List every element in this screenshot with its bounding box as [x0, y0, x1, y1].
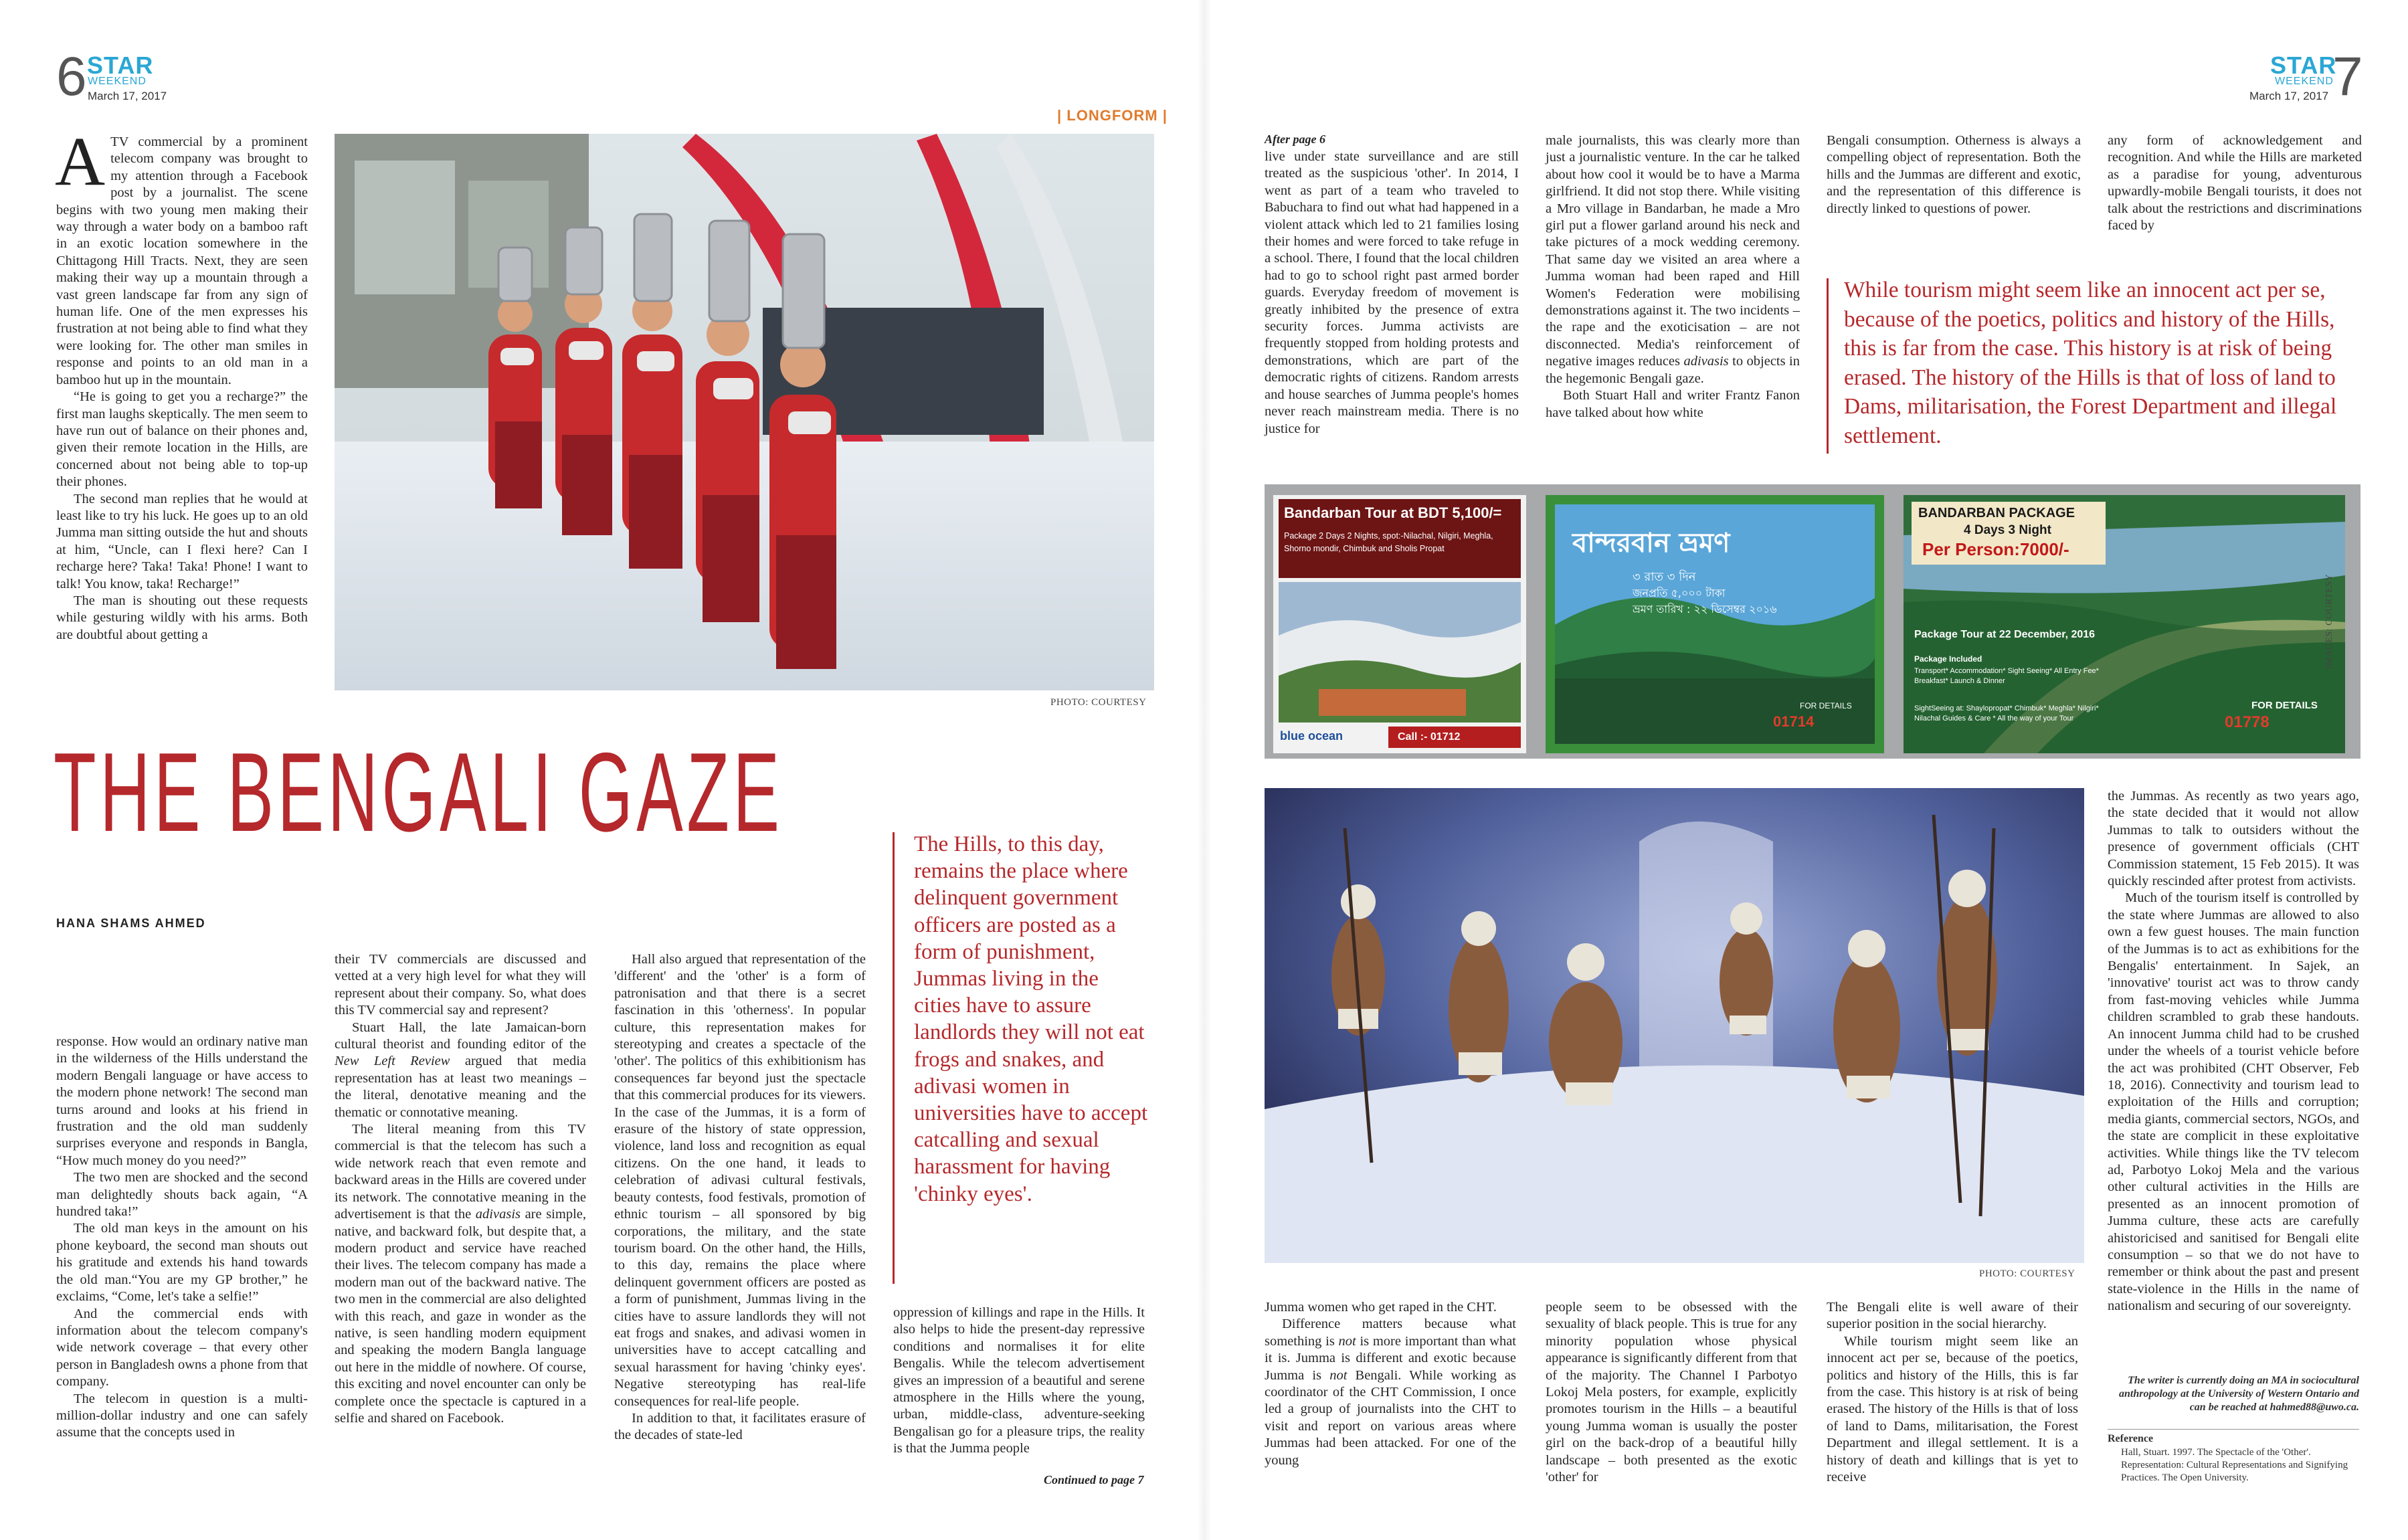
left-body-col-4 — [893, 1305, 1145, 1458]
ad2-line-3: ভ্রমণ তারিখ : ২২ ডিসেম্বর ২০১৬ — [1633, 603, 1777, 615]
col2-paragraph-1: their TV commercials are discussed and vetted at a very high level for what they will represent about their company. So, what does this TV commercial say and represent? — [335, 952, 586, 1018]
ad2-details: FOR DETAILS — [1800, 701, 1852, 710]
col1-paragraph-5: The telecom in question is a multi-million-dollar industry and one can safely assume that the concepts used in — [56, 1391, 308, 1440]
ad-bandarban-tour-1 — [1273, 495, 1526, 753]
ad2-phone: 01714 — [1773, 713, 1815, 730]
col2-p2-text-b: argued that media representation has at least two meanings – the literal, denotative meaning and the thematic or connotative meaning. — [335, 1054, 586, 1120]
right-top-col1-paragraph: live under state surveillance and are still treated as the suspicious 'other'. In 2014, I went as part of a team who traveled to Babuchara to find out what had happened in a violent attack which led to 21 families losing their homes and were forced to take refuge in a school. There, I found that the local children had to go to school right past armed border guards. Everyday freedom of movement is greatly inhibited by the presence of extra security forces. Jumma activists are frequently stopped from holding protests and demonstrations, which are part of the democratic rights of citizens. Random arrests and house searches of Jumma people's homes never reach mainstream media. There is no justice for — [1265, 149, 1519, 436]
col2-p2-text: Stuart Hall, the late Jamaican-born cultural theorist and founding editor of the — [335, 1020, 586, 1052]
continued-note: Continued to page 7 — [1044, 1473, 1144, 1486]
right-top-col2-paragraph-2: Both Stuart Hall and writer Frantz Fanon have talked about how white — [1546, 388, 1800, 420]
right-bottom-col-1 — [1265, 1299, 1516, 1469]
pull-quote-rule-left — [893, 832, 895, 1284]
col2-p3-text: The literal meaning from this TV commercial is that the telecom has such a wide network reach that even remote and backward areas in the Hills are covered under its network. The connotative meaning in the advertisement is that the — [335, 1122, 586, 1222]
right-top-col3-paragraph: Bengali consumption. Otherness is always a compelling object of representation. Both the hills and the Jummas are different and exotic, and the representation of this difference is directly linked to questions of power. — [1827, 133, 2081, 216]
lower-photo-credit: PHOTO: COURTESY — [1979, 1268, 2075, 1279]
author-bio: The writer is currently doing an MA in sociocultural anthropology at the University of Western Ontario and can be reached at hahmed88@uwo.ca. — [2119, 1375, 2359, 1413]
star-weekend-logo-sub-left: WEEKEND — [88, 76, 147, 87]
ad3-tour-date: Package Tour at 22 December, 2016 — [1914, 629, 2096, 640]
col1-paragraph-4: And the commercial ends with information about the telecom company's wide network coverage – that every other person in Bangladesh owns a phone from that company. — [56, 1306, 308, 1389]
col2-p3-italic: adivasis — [475, 1207, 521, 1222]
ad3-phone: 01778 — [2225, 713, 2270, 731]
drop-cap: A — [55, 123, 106, 200]
rs-paragraph-2: Much of the tourism itself is controlled by the state where Jummas are allowed to also own a few guest houses. The main function of the Jummas is to act as exhibitions for the Bengalis' entertainment. In Sajek, an 'innovative' tourist act was to throw candy from fast-moving vehicles while Jumma children scrambled to grab these handouts. An innocent Jumma child had to be crushed under the wheels of a tourist vehicle before the act was prohibited (CHT Observer, Feb 18, 2016). Connectivity and tourism lead to exploitation of the Hills and corruption; media giants, commercial sectors, NGOs, and the state are complicit in these exploitative activities. While things like the TV telecom ad, Parbotyo Lokoj Mela and the various other cultural activities in the Hills are presented as an innocent promotion of Jumma culture, these acts are carefully ahistoricised and sanitised for Bengali elite consumption – so that we do not have to remember or think about the past and present state-violence in the Hills in the name of nationalism and securing of our sovereignty. — [2108, 890, 2359, 1314]
right-bottom-col-3 — [1827, 1299, 2078, 1486]
ad1-call: Call :- 01712 — [1388, 727, 1521, 748]
after-page-note: After page 6 — [1265, 132, 1325, 146]
col2-paragraph-2 — [335, 1020, 586, 1121]
intro-column — [55, 123, 308, 644]
ad3-days: 4 Days 3 Night — [1964, 523, 2051, 537]
intro-paragraph-2: “He is going to get you a recharge?” the first man laughs skeptically. The men seem to have run out of balance on their phones and, given their remote location in the Hills, are concerned about not being able to top-up their phones. — [56, 389, 308, 490]
star-weekend-logo-right: STAR — [2270, 52, 2337, 79]
t2-italic: adivasis — [1683, 354, 1729, 369]
left-body-col-2 — [335, 951, 586, 1427]
col1-paragraph-1: response. How would an ordinary native man in the wilderness of the Hills understand the modern Bengali language or have access to the modern phone network! The second man turns around and looks at his friend in frustration and the old man suddenly surprises everyone and responds in Bangla, “How much money do you need?” — [56, 1034, 308, 1168]
intro-text-1: TV commercial by a prominent telecom company was brought to my attention through a Facebook post by a journalist. The scene begins with two young men making their way through a water body on a bamboo raft in an exotic location somewhere in the Chittagong Hill Tracts. Next, they are seen making their way up a mountain through a vast green landscape far from any sign of human life. One of the men expresses his frustration at not being able to find what they were looking for. The other man smiles in response and points to an old man in a bamboo hut up in the mountain. — [56, 134, 308, 387]
right-side-col — [2108, 788, 2359, 1315]
reference-text: Hall, Stuart. 1997. The Spectacle of the 'Other'. Representation: Cultural Representations and Signifying Practices. The Open University. — [2121, 1447, 2348, 1483]
hero-photo-credit: PHOTO: COURTESY — [1050, 697, 1147, 708]
article-title: THE BENGALI GAZE — [54, 729, 783, 855]
right-bottom-col-2 — [1546, 1299, 1797, 1486]
issue-date-right: March 17, 2017 — [2249, 90, 2329, 102]
col2-p2-italic: New Left Review — [335, 1054, 450, 1069]
ad-bandarban-tour-2 — [1546, 495, 1884, 753]
rb3-paragraph-2: While tourism might seem like an innocent act per se, because of the poetics, politics and history of the Hills, this is far from the case. This history is at risk of being erased. The history of the Hills is that of loss of land to Dams, militarisation, the Forest Department and illegal settlement. It is a history of death and killings that is yet to receive — [1827, 1333, 2078, 1485]
rb1-italic-1: not — [1338, 1333, 1356, 1349]
ad-bandarban-package — [1904, 495, 2345, 753]
page-number-right: 7 — [2332, 46, 2363, 107]
t2-text: male journalists, this was clearly more than just a journalistic venture. In the car he talked about how cool it would be to have a Marma girlfriend. It did not stop there. While visiting a Mro village in Bandarban, he made a Mro girl put a flower garland around his neck and take pictures of a mock wedding ceremony. That same day we visited an area where a Jumma woman had been raped and Hill Women's Federation were mobilising demonstrations against it. The two incidents – the rape and the exoticisation – are not disconnected. Media's reinforcement of negative images reduces — [1546, 133, 1800, 369]
ad3-included-title: Package Included — [1914, 654, 1982, 664]
col3-paragraph-1: Hall also argued that representation of the 'different' and the 'other' is a form of patronisation and that there is a secret fascination in this 'otherness'. In popular culture, this representation makes for stereotyping and creates a spectacle of the 'other'. The politics of this exhibitionism has consequences far beyond just the spectacle that this commercial produces for its viewers. In the case of the Jummas, it is a form of erasure of the history of state oppression, violence, land loss and recognition as equal citizens. On the one hand, it leads to celebration of adivasi cultural festivals, beauty contests, food festivals, promotion of ethnic tourism – all sponsored by big corporations, the military, and the state tourism board. On the other hand, the Hills, to this day, remains the place where delinquent government officers are posted as a form of punishment, Jummas living in the cities have to assure landlords they will not eat frogs and snakes, and adivasi women in universities have to accept catcalling and sexual harassment for having 'chinky eyes'. Negative stereotyping has real-life consequences for real-life people. — [614, 952, 866, 1409]
star-weekend-logo-sub-right: WEEKEND — [2275, 76, 2334, 87]
col4-paragraph-1: oppression of killings and rape in the Hills. It also helps to hide the present-day repressive conditions and normalises it for elite Bengalis. While the telecom advertisement gives an impression of a beautiful and serene atmosphere in the Hills where the young, urban, middle-class, adventure-seeking Bengalisan go for a pleasure trips, the reality is that the Jumma people — [893, 1305, 1145, 1456]
ad1-title: Bandarban Tour at BDT 5,100/= — [1284, 504, 1502, 521]
ad3-title: BANDARBAN PACKAGE — [1918, 506, 2075, 520]
col2-paragraph-3 — [335, 1121, 586, 1427]
pull-quote-left: The Hills, to this day, remains the place where delinquent government officers are posted as a form of punishment, Jummas living in the cities have to assure landlords they will not eat frogs and snakes, and adivasi women in universities have to accept catcalling and sexual harassment for having 'chinky eyes'. — [914, 832, 1148, 1206]
bio-rule — [2108, 1429, 2359, 1430]
star-weekend-logo-left: STAR — [87, 52, 154, 79]
col2-p3-text-b: are simple, native, and backward folk, but despite that, a modern product and service have reached their lives. The telecom company has made a modern man out of the backward native. The two men in the commercial are also delighted with this reach, and gaze in wonder as the native, is seen handling modern equipment and speaking the modern Bangla language out here in the middle of nowhere. Of course, this exciting and novel encounter can only be complete once the spectacle is captured in a selfie and shared on Facebook. — [335, 1207, 586, 1426]
ad1-brand-logo: blue ocean — [1280, 729, 1344, 743]
rb1-text-b: is more important than what it is. Jumma is different and exotic because Jumma is — [1265, 1333, 1516, 1383]
intro-paragraph-1 — [55, 123, 308, 389]
rb2-paragraph-1: people seem to be obsessed with the sexuality of black people. This is true for any minority population whose physical appearance is significantly different from that of the majority. The Channel I Parbotyo Lokoj Mela posters, for example, explicitly promotes tourism in the Hills – a beautiful young Jumma woman is usually the poster girl on the back-drop of a beautiful hilly landscape – both presented as the exotic 'other' for — [1546, 1300, 1797, 1485]
right-top-col4-paragraph: any form of acknowledgement and recognition. And while the Hills are marketed as a paradise for young, adventurous upwardly-mobile Bengali tourists, it does not talk about the restrictions and discriminations faced by — [2108, 133, 2362, 233]
ad2-line-1: ৩ রাত ৩ দিন — [1633, 570, 1696, 584]
ads-credit: IMAGES: COURTESY — [2324, 573, 2334, 669]
ad3-sightseeing: SightSeeing at: Shaylopropat* Chimbuk* Meghla* Nilgiri* Nilachal Guides & Care * All the way of your Tour — [1914, 704, 2099, 723]
ad2-title: বান্দরবান ভ্রমণ — [1572, 528, 1730, 559]
ad3-price: Per Person:7000/- — [1922, 539, 2069, 559]
rb3-paragraph-1: The Bengali elite is well aware of their superior position in the social hierarchy. — [1827, 1300, 2078, 1332]
intro-paragraph-4: The man is shouting out these requests while gesturing wildly with his arms. Both are doubtful about getting a — [56, 593, 308, 642]
col1-paragraph-2: The two men are shocked and the second man delightedly shouts back again, “A hundred taka!” — [56, 1170, 308, 1220]
byline: HANA SHAMS AHMED — [56, 917, 206, 930]
rb1-text-a: Difference matters because what something is — [1265, 1317, 1516, 1349]
ad1-landscape — [1279, 582, 1521, 723]
photo-male-dancers — [1265, 788, 2084, 1263]
right-top-col-1 — [1265, 149, 1519, 438]
ad1-subtitle: Package 2 Days 2 Nights, spot:-Nilachal, Nilgiri, Meghla, Shorno mondir, Chimbuk and Sholis Propat — [1284, 531, 1493, 553]
reference-title: Reference — [2108, 1433, 2154, 1444]
ad3-included: Transport* Accommodation* Sight Seeing* All Entry Fee* Breakfast* Launch & Dinner — [1914, 667, 2099, 685]
left-body-col-1 — [56, 1034, 308, 1442]
section-tag: | LONGFORM | — [1057, 107, 1168, 124]
ad3-details: FOR DETAILS — [2251, 700, 2318, 711]
col1-paragraph-3: The old man keys in the amount on his phone keyboard, the second man shouts out his gratitude and extends his hand towards the old man.“You are my GP brother,” he exclaims, “Come, let's take a selfie!” — [56, 1221, 308, 1305]
t2-text-b: to objects in the hegemonic Bengali gaze. — [1546, 354, 1800, 386]
pull-quote-right: While tourism might seem like an innocent act per se, because of the poetics, politics and history of the Hills, this is far from the case. This history is at risk of being erased. The history of the Hills is that of loss of land to Dams, militarisation, the Forest Department and illegal settlement. — [1844, 278, 2337, 448]
hero-photo-dancers — [335, 134, 1154, 690]
rb1-text-c: Bengali. While working as coordinator of the CHT Commission, I once led a group of journalists into the CHT to visit and report on various areas where Jummas had been attacked. For one of the young — [1265, 1367, 1516, 1468]
right-top-col-2 — [1546, 132, 1800, 421]
issue-date-left: March 17, 2017 — [88, 90, 167, 102]
right-top-col-3 — [1827, 132, 2081, 217]
rb1-paragraph-1: Jumma women who get raped in the CHT. — [1265, 1300, 1497, 1315]
ad2-line-2: জনপ্রতি ৫,০০০ টাকা — [1633, 587, 1726, 599]
intro-paragraph-3: The second man replies that he would at least like to try his luck. He goes up to an old Jumma man sitting outside the hut and shouts at him, “Uncle, can I flexi here? Can I recharge here? Taka! Taka! Phone! I want to talk! You know, taka! Recharge!” — [56, 491, 308, 591]
rs-paragraph-1: the Jummas. As recently as two years ago, the state decided that it would not allow Jummas to talk to outsiders without the presence of government officials (CHT Commission statement, 15 Feb 2015). It was quickly rescinded after protest from activists. — [2108, 789, 2359, 889]
page-gutter — [1198, 0, 1211, 1540]
pull-quote-rule-right — [1827, 278, 1829, 454]
rb1-paragraph-2 — [1265, 1316, 1516, 1469]
col3-paragraph-2: In addition to that, it facilitates erasure of the decades of state-led — [614, 1410, 866, 1443]
page-number-left: 6 — [56, 46, 87, 107]
left-body-col-3 — [614, 951, 866, 1444]
right-top-col2-paragraph — [1546, 132, 1800, 387]
rb1-italic-2: not — [1329, 1367, 1348, 1383]
right-top-col-4 — [2108, 132, 2362, 234]
